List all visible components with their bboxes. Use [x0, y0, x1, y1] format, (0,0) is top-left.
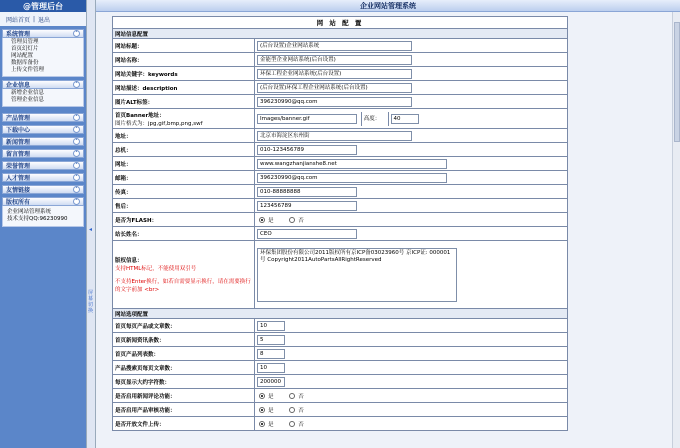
logout-link[interactable]: 退出 [38, 16, 51, 24]
site-title-input[interactable]: (后台设置)企业网站系统 [257, 41, 412, 51]
sidebar [0, 0, 86, 448]
label-site-name: 网站名称： [113, 53, 255, 67]
label-opt-maxsize: 每页显示大约字符数： [113, 375, 255, 389]
label-opt-product-count: 首页产品列表数： [113, 347, 255, 361]
label-site-title: 网站标题： [113, 39, 255, 53]
label-opt-audit: 是否启用产品审核功能： [113, 403, 255, 417]
scrollbar-thumb[interactable] [674, 22, 680, 142]
group-header-copyright[interactable]: 版权所有 ˄ [2, 197, 84, 206]
group-links [2, 185, 84, 194]
label-img-alt: 图片ALT标签： [113, 95, 255, 109]
chevron-down-icon[interactable]: ˅ [73, 138, 80, 145]
sidebar-splitter[interactable] [86, 0, 96, 448]
group-header-talent[interactable]: 人才管理 ˅ [2, 173, 84, 182]
chevron-down-icon[interactable]: ˅ [73, 150, 80, 157]
flash-yes-label: 是 [268, 217, 274, 224]
chevron-down-icon[interactable]: ˅ [73, 186, 80, 193]
opt-product-count-input[interactable]: 8 [257, 349, 285, 359]
home-link[interactable]: 网站首页 [6, 16, 31, 24]
label-website: 网址： [113, 157, 255, 171]
group-news [2, 137, 84, 146]
chevron-up-icon[interactable]: ˄ [73, 30, 80, 37]
owner-input[interactable]: CEO [257, 229, 357, 239]
keywords-input[interactable]: 环保工程企业网站系统(后台设置) [257, 69, 412, 79]
label-phone: 总机： [113, 143, 255, 157]
label-aftersale: 售后： [113, 199, 255, 213]
group-copyright [2, 197, 84, 227]
label-owner: 站长姓名： [113, 227, 255, 241]
flash-no-label: 否 [298, 217, 304, 224]
chevron-up-icon[interactable]: ˄ [73, 81, 80, 88]
label-copyright: 版权信息： 支持HTML标记，不能使用双引号 不支持Enter换行，如若自需要显示换行，请在需要换行的文字前加 <br> [113, 241, 255, 309]
label-flash: 是否为FLASH： [113, 213, 255, 227]
chevron-down-icon[interactable]: ˅ [73, 114, 80, 121]
group-header-messages[interactable]: 留言管理 ˅ [2, 149, 84, 158]
sidebar-item-upload[interactable]: 上传文件管理 [11, 67, 45, 73]
group-product [2, 113, 84, 122]
flash-yes-radio[interactable] [259, 217, 265, 223]
label-address: 地址： [113, 129, 255, 143]
admin-title: @管理后台 [23, 1, 63, 11]
group-header-honor[interactable]: 荣誉管理 ˅ [2, 161, 84, 170]
opt-product-news-input[interactable]: 10 [257, 321, 285, 331]
label-opt-product-news: 首页每页产品或文章数： [113, 319, 255, 333]
group-header-product[interactable]: 产品管理 ˅ [2, 113, 84, 122]
label-opt-news-count: 首页新闻资讯条数： [113, 333, 255, 347]
collapse-arrow-icon[interactable]: ◂ [89, 226, 93, 233]
address-input[interactable]: 北京市海淀区东州街 [257, 131, 412, 141]
img-alt-input[interactable]: 396230990@qq.com [257, 97, 412, 107]
opt-maxsize-input[interactable]: 200000 [257, 377, 285, 387]
site-name-input[interactable]: 金能型企业网站系统(后台设置) [257, 55, 412, 65]
upload-no-radio[interactable] [289, 421, 295, 427]
label-keywords: 网站关键字：keywords [113, 67, 255, 81]
copyright-system-name: 企业网站管理系统 [7, 209, 52, 215]
audit-yes-radio[interactable] [259, 407, 265, 413]
sidebar-item-config[interactable]: 网站配置 [11, 53, 34, 59]
upload-yes-radio[interactable] [259, 421, 265, 427]
config-table: 网 站 配 置 网站信息配置 网站标题： (后台设置)企业网站系统 网站名称： 金能型企业网站系统(后台设置) 网站关键字：keywords 环保工程企业网站系统(后台设置) 网站描述：description (后台设置)环保工程企业网站系统(后台设置) 图片ALT标签： 396230990@qq.com 首页Banner地址： 图片格式为：jpg,gif,bmp,png,swf Images/banner.gif 高度： 40 地址： 北京市海淀区东州街 总机： 010-123456789 网址： www.wangzhanjianshe8.net 邮箱： 396230990@qq.com 传真： 010-88888888 售后： 123456789 是否为FLASH： 是 否 站长姓名： CEO 版权信息： 支持HTML标记，不能使用双引号 不支持Enter换行，如若自需要显示换行，请在需要换行的文字前加 <br> 环保集团股份有限公司2011版权所有京ICP备03023960号 京ICP证: 000001号 Copyright2011AutoPartsAllRightReserved 网站选项配置 首页每页产品或文章数： 10 首页新闻资讯条数： 5 首页产品列表数： 8 产品搜索页每页文章数： 10 每页显示大约字符数： 200000 是否启用新闻评论功能： 是 否 是否启用产品审核功能： 是 否 是否开放文件上传： 是 否 [112, 16, 568, 431]
section-site-info: 网站信息配置 [113, 29, 568, 39]
chevron-up-icon[interactable]: ˄ [73, 198, 80, 205]
group-header-download[interactable]: 下载中心 ˅ [2, 125, 84, 134]
sidebar-header [0, 0, 86, 12]
sidebar-item-add-company[interactable]: 新增企业信息 [11, 90, 45, 96]
label-banner: 首页Banner地址： 图片格式为：jpg,gif,bmp,png,swf [113, 109, 255, 129]
phone-input[interactable]: 010-123456789 [257, 145, 357, 155]
label-opt-comment: 是否启用新闻评论功能： [113, 389, 255, 403]
audit-no-radio[interactable] [289, 407, 295, 413]
label-description: 网站描述：description [113, 81, 255, 95]
sidebar-item-backup[interactable]: 数据库备份 [11, 60, 39, 66]
section-site-options: 网站选项配置 [113, 309, 568, 319]
group-header-company[interactable]: 企业信息 ˄ [2, 80, 84, 89]
opt-news-count-input[interactable]: 5 [257, 335, 285, 345]
sidebar-links: 网站首页 | 退出 [0, 12, 86, 26]
group-download [2, 125, 84, 134]
comment-yes-radio[interactable] [259, 393, 265, 399]
group-header-system[interactable]: 系统管理 ˄ [2, 29, 84, 38]
group-messages [2, 149, 84, 158]
group-header-news[interactable]: 新闻管理 ˅ [2, 137, 84, 146]
page-title: 企业网站管理系统 [96, 0, 680, 12]
label-email: 邮箱： [113, 171, 255, 185]
sidebar-item-admin[interactable]: 管理员管理 [11, 39, 39, 45]
flash-no-radio[interactable] [289, 217, 295, 223]
group-system [2, 29, 84, 77]
chevron-down-icon[interactable]: ˅ [73, 126, 80, 133]
comment-no-radio[interactable] [289, 393, 295, 399]
chevron-down-icon[interactable]: ˅ [73, 162, 80, 169]
group-header-links[interactable]: 友情链接 ˅ [2, 185, 84, 194]
opt-search-input[interactable]: 10 [257, 363, 285, 373]
splitter-label[interactable]: 屏幕切换 [88, 290, 94, 314]
group-honor [2, 161, 84, 170]
sidebar-item-slides[interactable]: 首页幻灯片 [11, 46, 39, 52]
vertical-scrollbar[interactable] [672, 12, 680, 448]
copyright-textarea[interactable]: 环保集团股份有限公司2011版权所有京ICP备03023960号 京ICP证: 000001号 Copyright2011AutoPartsAllRightReserved [257, 248, 457, 302]
copyright-support-qq: 技术支持QQ:96230990 [7, 216, 68, 222]
email-input[interactable]: 396230990@qq.com [257, 173, 447, 183]
fax-input[interactable]: 010-88888888 [257, 187, 357, 197]
label-banner-height: 高度： [361, 112, 389, 126]
banner-input[interactable]: Images/banner.gif [257, 114, 357, 124]
label-opt-upload: 是否开放文件上传： [113, 417, 255, 431]
sidebar-item-manage-company[interactable]: 管理企业信息 [11, 97, 45, 103]
copyright-hint-html: 支持HTML标记，不能使用双引号 [115, 266, 197, 272]
label-fax: 传真： [113, 185, 255, 199]
banner-height-input[interactable]: 40 [391, 114, 419, 124]
group-talent [2, 173, 84, 182]
label-opt-search: 产品搜索页每页文章数： [113, 361, 255, 375]
config-title: 网 站 配 置 [113, 17, 568, 29]
group-company [2, 80, 84, 107]
description-input[interactable]: (后台设置)环保工程企业网站系统(后台设置) [257, 83, 412, 93]
copyright-hint-enter: 不支持Enter换行，如若自需要显示换行，请在需要换行的文字前加 <br> [115, 279, 251, 293]
aftersale-input[interactable]: 123456789 [257, 201, 357, 211]
website-input[interactable]: www.wangzhanjianshe8.net [257, 159, 447, 169]
chevron-down-icon[interactable]: ˅ [73, 174, 80, 181]
